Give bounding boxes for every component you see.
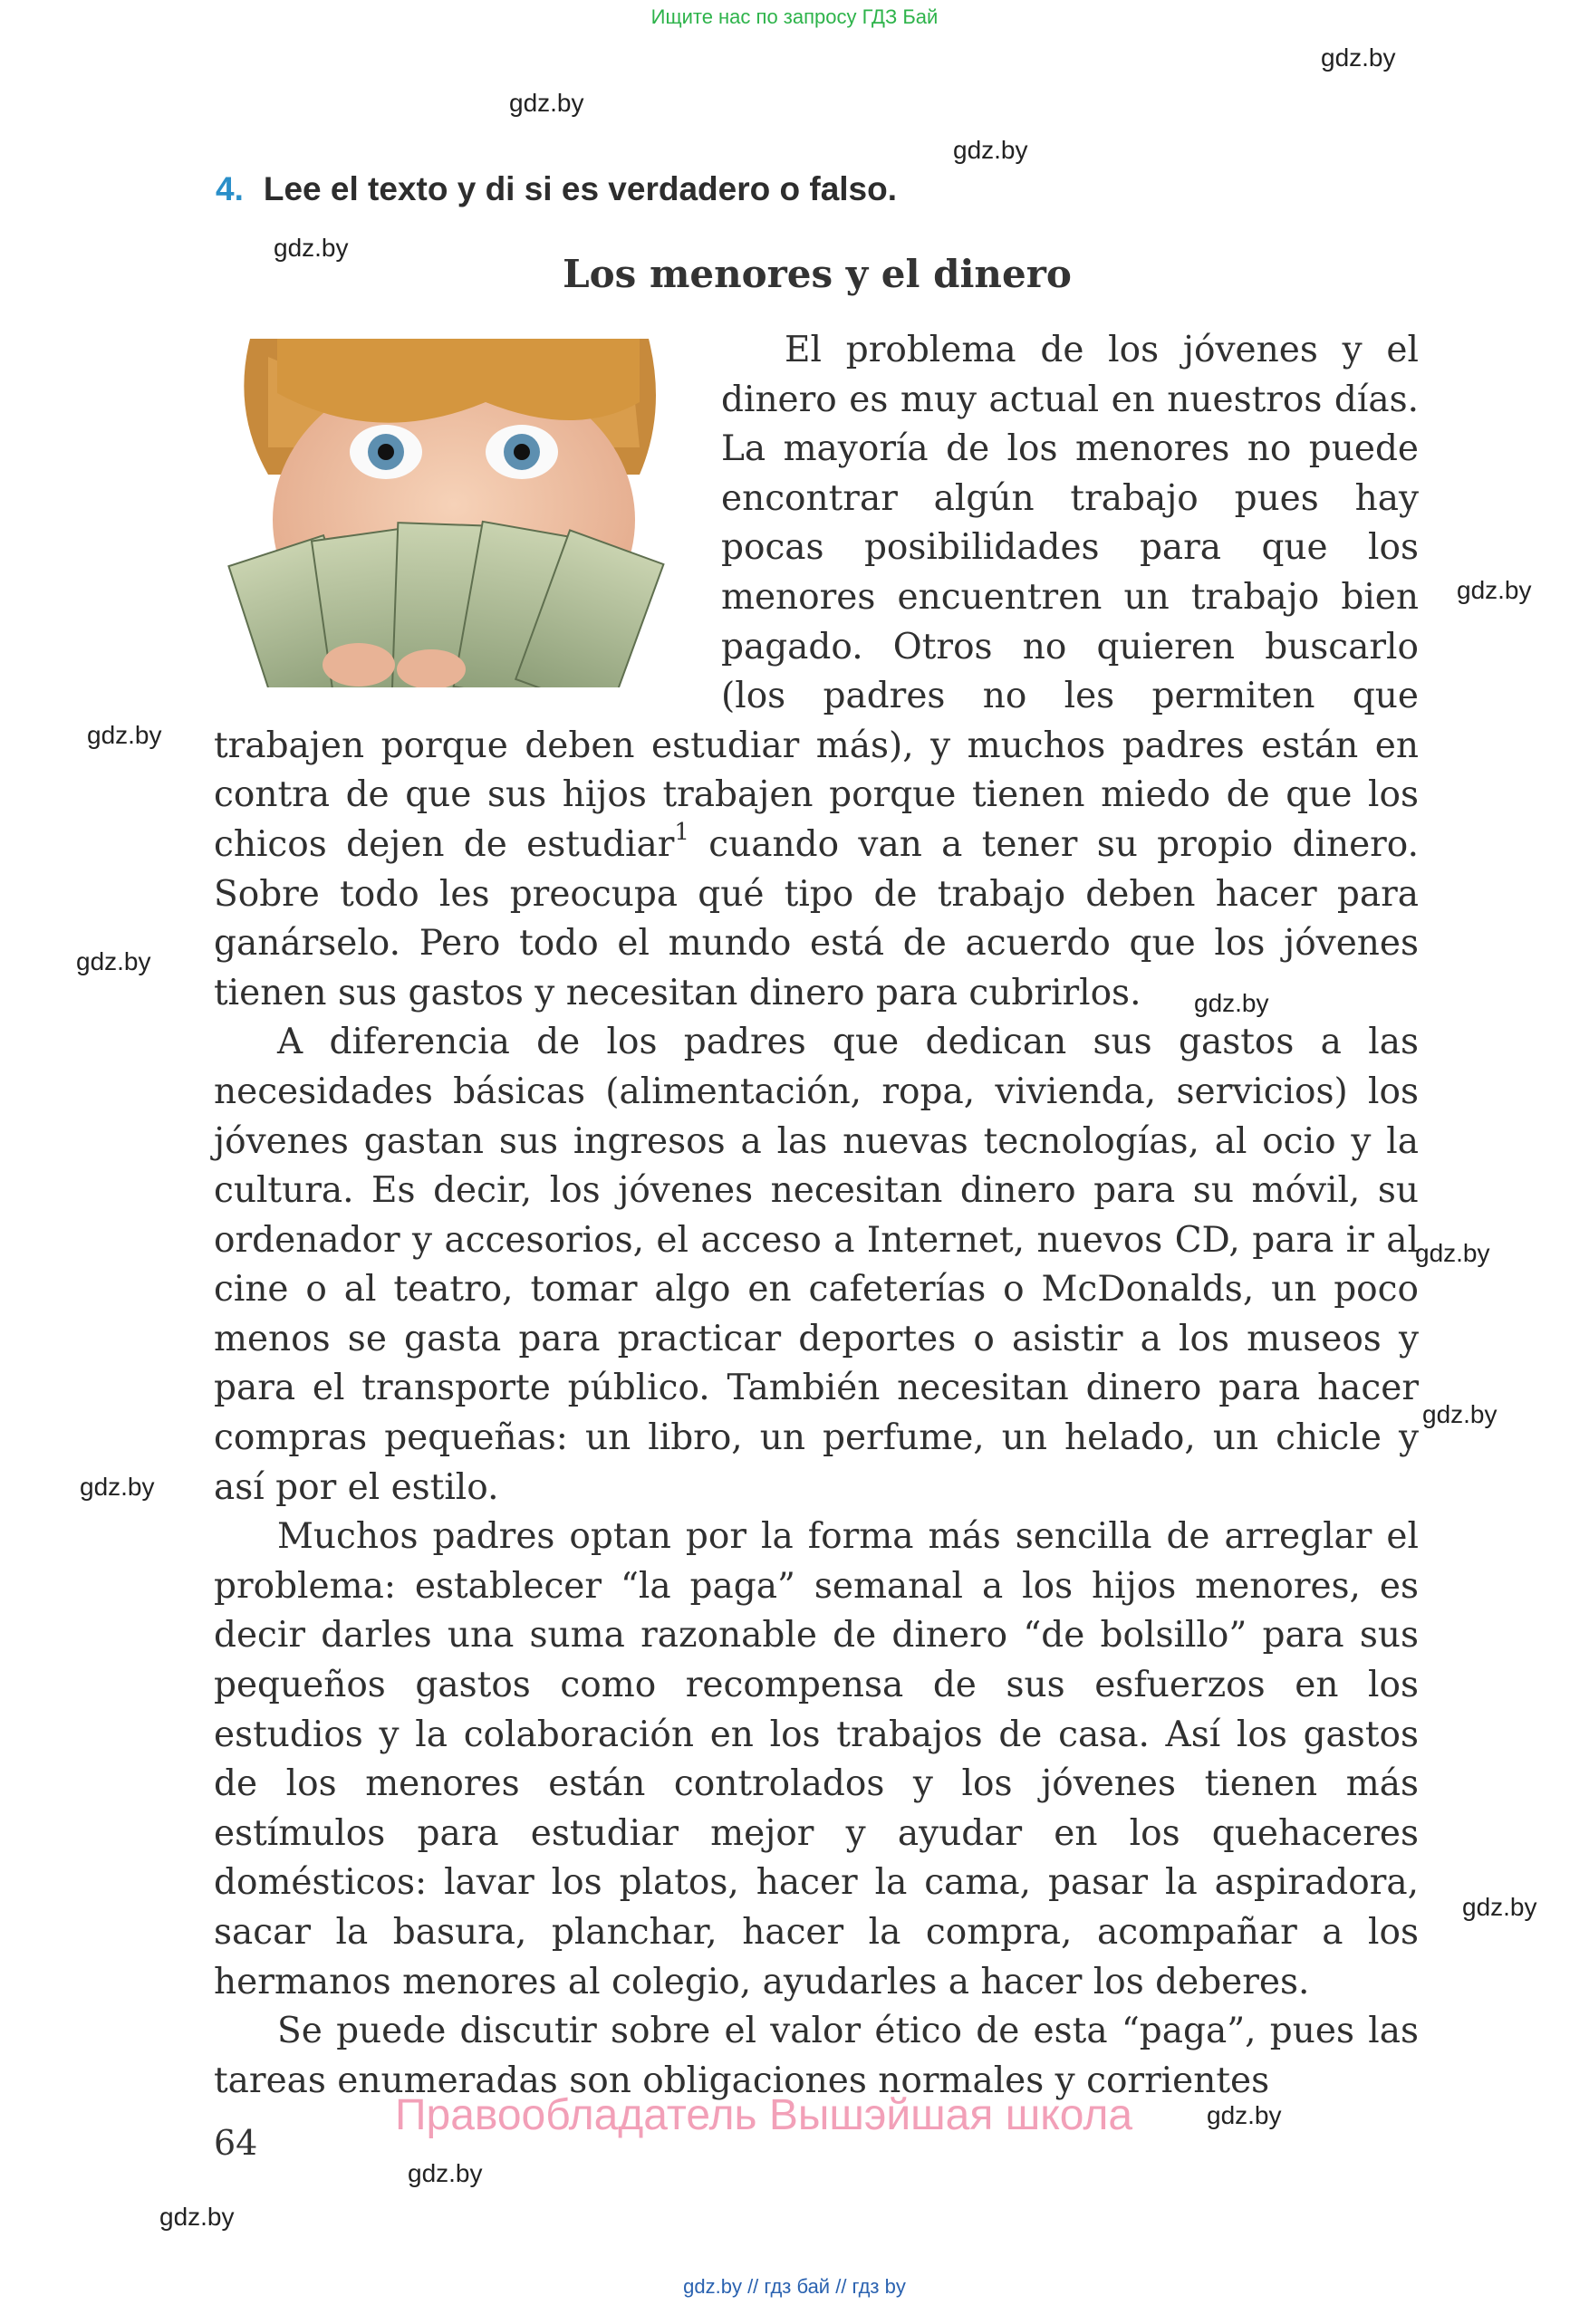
watermark: gdz.by <box>509 89 584 117</box>
watermark: gdz.by <box>80 1473 155 1501</box>
watermark: gdz.by <box>1194 989 1269 1017</box>
watermark: gdz.by <box>1422 1400 1498 1428</box>
watermark: gdz.by <box>1207 2101 1282 2129</box>
paragraph-1-text-b: cuando van a tener su propio dinero. Sobre todo les preocupa qué tipo de trabajo deben hacer para ganárselo. Pero todo el mundo está de acuerdo que los jóvenes tienen sus gastos y necesitan dinero para cubrirlos. <box>214 823 1419 1013</box>
watermark: gdz.by <box>159 2203 235 2231</box>
watermark: gdz.by <box>408 2159 483 2187</box>
watermark: gdz.by <box>1321 43 1396 72</box>
task-instruction: Lee el texto y di si es verdadero o falso. <box>263 170 898 207</box>
footnote-marker: 1 <box>674 818 689 846</box>
watermark: gdz.by <box>76 947 151 975</box>
watermark: gdz.by <box>1457 576 1532 604</box>
watermark: gdz.by <box>1462 1893 1537 1921</box>
task-number: 4. <box>216 170 244 207</box>
watermark: gdz.by <box>1415 1239 1490 1267</box>
watermark: gdz.by <box>274 234 349 262</box>
article-title: Los menores y el dinero <box>563 252 1072 296</box>
watermark: gdz.by <box>87 721 162 749</box>
article-body <box>214 326 1419 2106</box>
bottom-links[interactable]: gdz.by // гдз бай // гдз by <box>683 2275 906 2298</box>
top-banner[interactable]: Ищите нас по запросу ГДЗ Бай <box>650 5 939 28</box>
paragraph-3: Muchos padres optan por la forma más sencilla de arreglar el problema: establecer “la paga” semanal a los hijos menores, es decir darles una suma razonable de dinero “de bolsillo” para sus pequeños gastos como recompensa de sus esfuerzos en los estudios y la colaboración en los trabajos de casa. Así los gastos de los menores están controlados y los jóvenes tienen más estímulos para estudiar mejor y ayudar en los quehaceres domésticos: lavar los platos, hacer la cama, pasar la aspiradora, sacar la basura, planchar, hacer la compra, acompañar a los hermanos menores al colegio, ayudarles a hacer los deberes. <box>214 1516 1419 2002</box>
page-number: 64 <box>214 2123 258 2163</box>
task-heading <box>216 170 897 208</box>
paragraph-4: Se puede discutir sobre el valor ético de esta “paga”, pues las tareas enumeradas son obligaciones normales y corrientes <box>214 2011 1419 2101</box>
paragraph-2: A diferencia de los padres que dedican sus gastos a las necesidades básicas (alimentación, ropa, vivienda, servicios) los jóvenes gastan sus ingresos a las nuevas tecnologías, al ocio y la cultura. Es decir, los jóvenes necesitan dinero para su móvil, su ordenador y accesorios, el acceso a Internet, nuevos CD, para ir al cine o al teatro, tomar algo en cafeterías o McDonalds, un poco menos se gasta para practicar deportes o asistir a los museos y para el transporte público. También necesitan dinero para hacer compras pequeñas: un libro, un perfume, un helado, un chicle y así por el estilo. <box>214 1022 1419 1508</box>
boy-with-money-image <box>214 326 721 706</box>
copyright-notice: Правообладатель Вышэйшая школа <box>395 2091 1133 2139</box>
paragraph-1-text-a: El problema de los jóvenes y el dinero es muy actual en nuestros días. La mayoría de los menores no puede encontrar algún trabajo pues hay pocas posibilidades para que los menores encuentren un trabajo bien pagado. Otros no quieren buscarlo (los padres no les permiten que trabajen porque deben estudiar más), y muchos padres están en contra de que sus hijos trabajen porque tienen miedo de que los chicos dejen de estudiar <box>214 330 1419 865</box>
watermark: gdz.by <box>953 136 1028 164</box>
